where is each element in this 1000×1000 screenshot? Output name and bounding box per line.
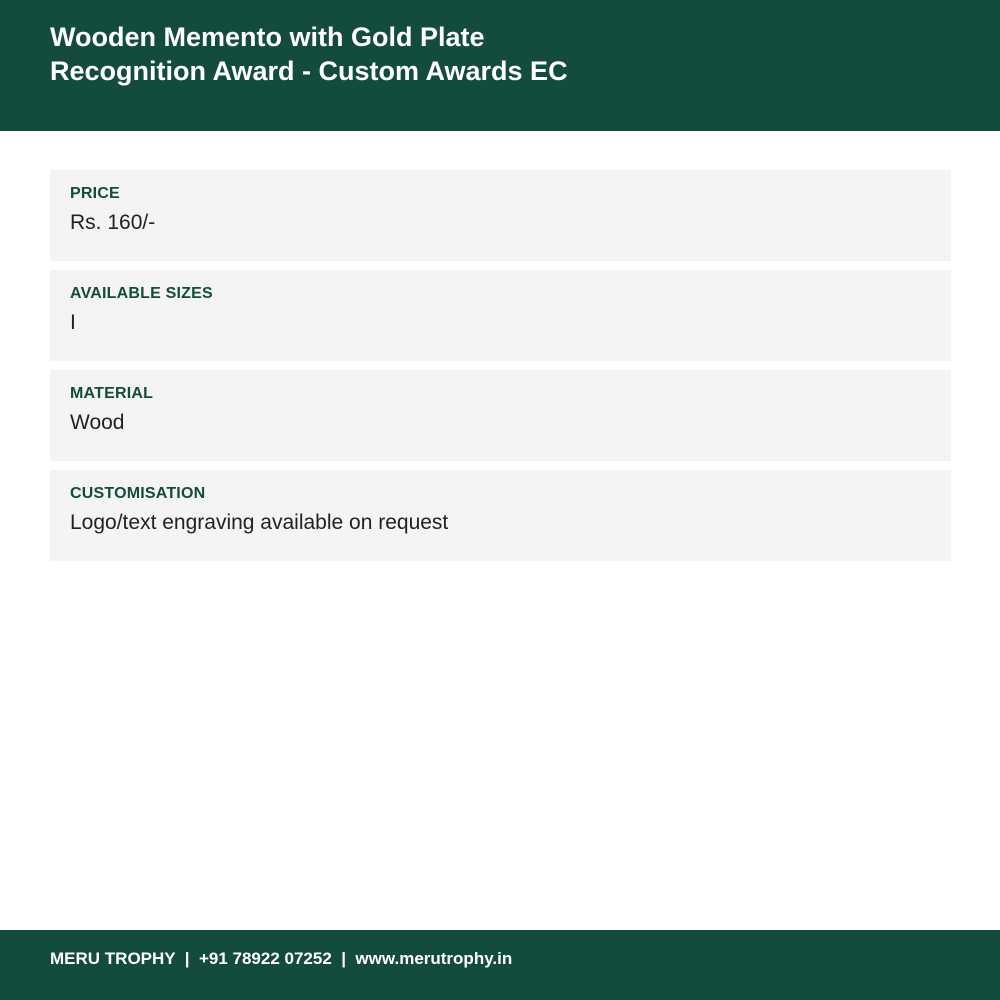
sizes-label: AVAILABLE SIZES — [70, 285, 213, 302]
product-title-line-2: Recognition Award - Custom Awards EC — [50, 56, 568, 86]
header-banner — [0, 0, 1000, 131]
price-label: PRICE — [70, 185, 120, 202]
product-title — [50, 20, 950, 88]
detail-card-customisation — [50, 470, 951, 561]
material-value: Wood — [70, 411, 125, 434]
sizes-value: I — [70, 311, 76, 334]
detail-card-sizes — [50, 270, 951, 361]
price-value: Rs. 160/- — [70, 211, 156, 234]
details-list — [50, 170, 951, 570]
product-title-line-1: Wooden Memento with Gold Plate — [50, 22, 485, 52]
material-label: MATERIAL — [70, 385, 154, 402]
footer-bar — [0, 930, 1000, 1000]
detail-card-price — [50, 170, 951, 261]
footer-contact-text: MERU TROPHY | +91 78922 07252 | www.merutrophy.in — [50, 949, 513, 968]
customisation-value: Logo/text engraving available on request — [70, 511, 449, 534]
customisation-label: CUSTOMISATION — [70, 485, 206, 502]
detail-card-material — [50, 370, 951, 461]
